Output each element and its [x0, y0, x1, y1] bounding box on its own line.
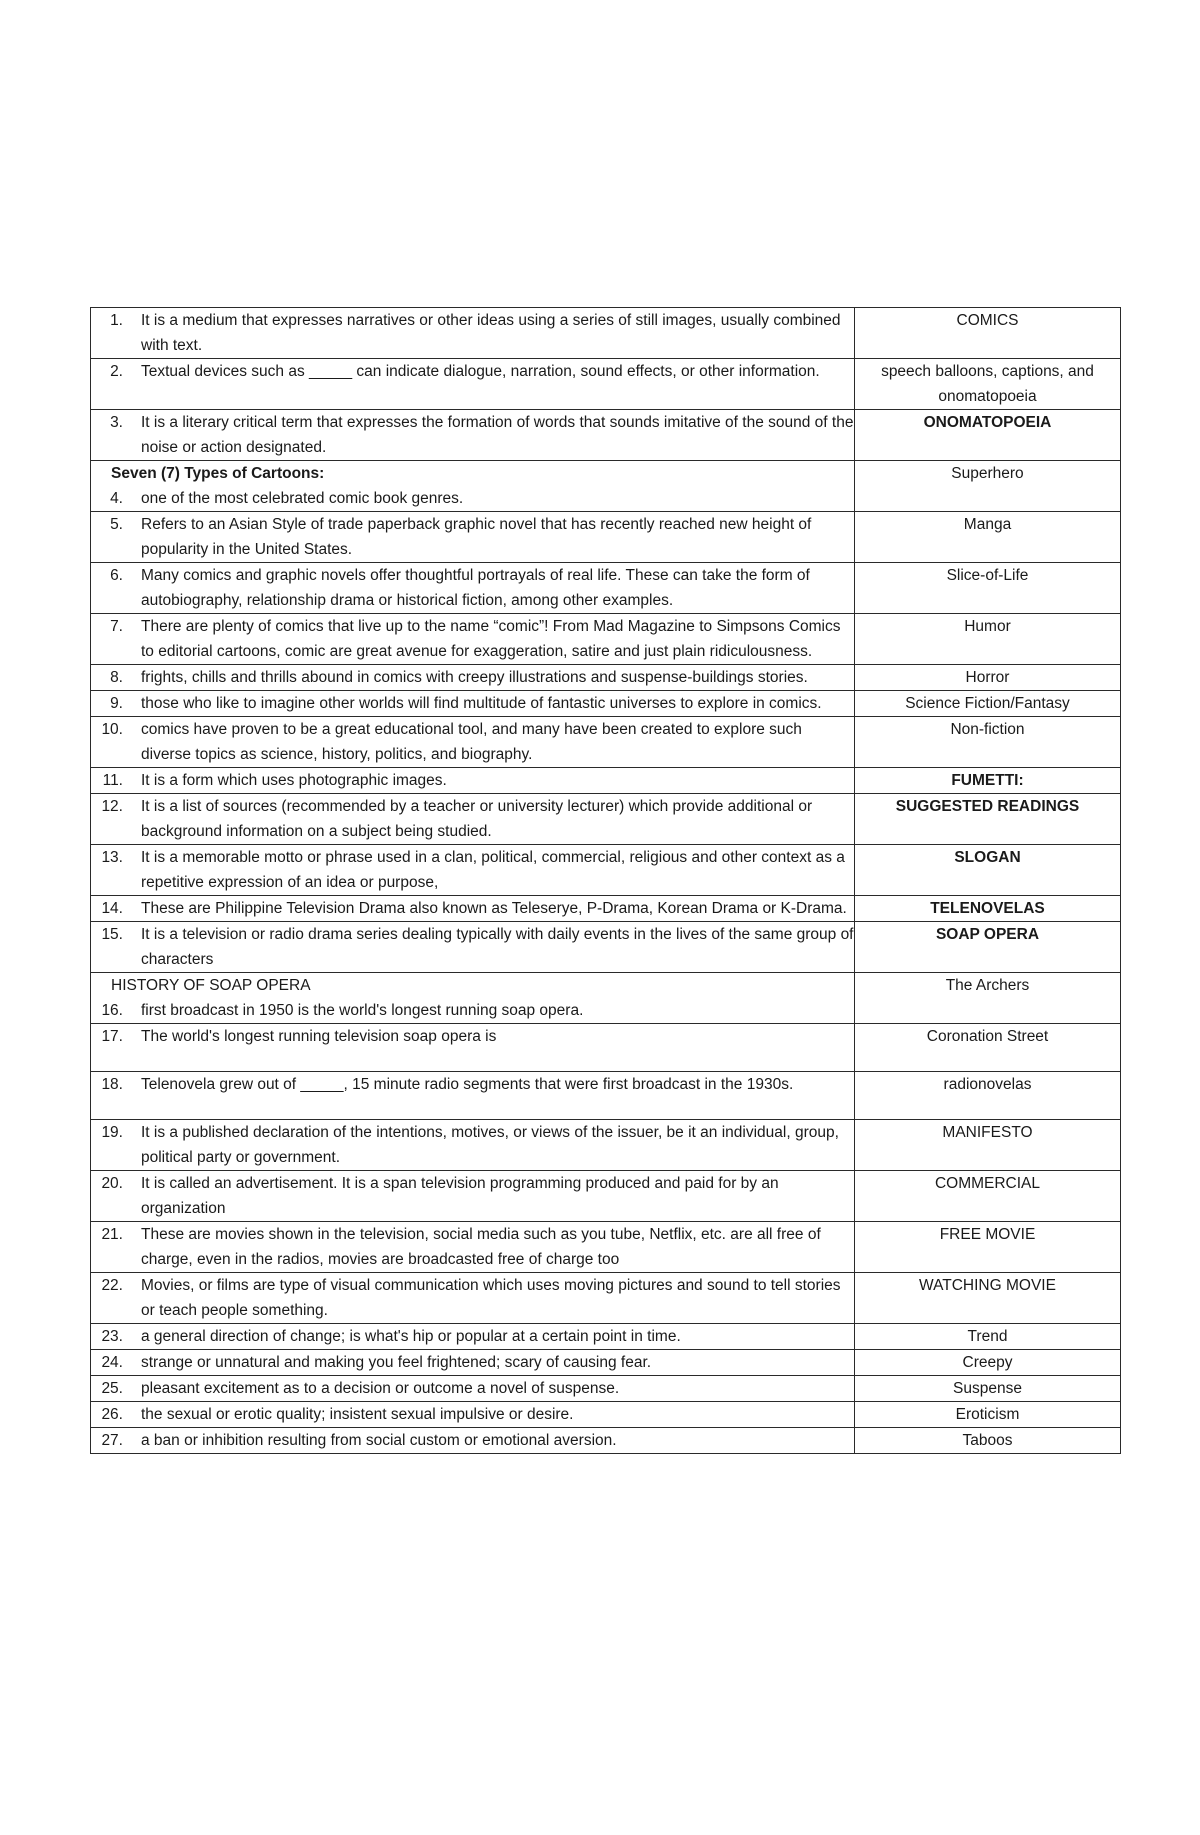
- table-row: [91, 1324, 1121, 1350]
- answer-text: MANIFESTO: [942, 1124, 1033, 1141]
- question-cell: [91, 691, 855, 717]
- question-line: [91, 1222, 854, 1272]
- table-row: [91, 1273, 1121, 1324]
- table-row: [91, 461, 1121, 512]
- answer-cell: [855, 1222, 1121, 1273]
- question-line: [91, 922, 854, 972]
- answer-cell: [855, 973, 1121, 1024]
- worksheet-page: [90, 307, 1120, 1454]
- question-text: frights, chills and thrills abound in comics with creepy illustrations and suspense-buildings stories.: [141, 669, 808, 686]
- question-number: 7.: [110, 618, 123, 635]
- answer-text: FREE MOVIE: [939, 1226, 1036, 1243]
- question-text: It is a memorable motto or phrase used in a clan, political, commercial, religious and other context as a repetitive expression of an idea or purpose,: [141, 849, 845, 891]
- question-text: Movies, or films are type of visual communication which uses moving pictures and sound to tell stories or teach people something.: [141, 1277, 841, 1319]
- question-cell: [91, 896, 855, 922]
- table-row: [91, 308, 1121, 359]
- answer-text: Horror: [965, 669, 1010, 686]
- answer-cell: [855, 691, 1121, 717]
- question-line: [91, 1273, 854, 1323]
- question-line: [91, 512, 854, 562]
- table-row: [91, 1376, 1121, 1402]
- question-line: [91, 359, 854, 384]
- question-text: It is a medium that expresses narratives or other ideas using a series of still images, usually combined with text.: [141, 312, 841, 354]
- answer-text: Suspense: [953, 1380, 1022, 1397]
- question-cell: [91, 614, 855, 665]
- question-line: [91, 1376, 854, 1401]
- question-cell: [91, 922, 855, 973]
- question-text: It is a literary critical term that expresses the formation of words that sounds imitative of the sound of the noise or action designated.: [141, 414, 854, 456]
- question-text: It is a published declaration of the intentions, motives, or views of the issuer, be it an individual, group, political party or government.: [141, 1124, 839, 1166]
- question-line: [91, 998, 854, 1023]
- answer-cell: [855, 1024, 1121, 1072]
- answer-cell: [855, 717, 1121, 768]
- question-text: first broadcast in 1950 is the world's longest running soap opera.: [141, 1002, 584, 1019]
- table-row: [91, 1171, 1121, 1222]
- question-cell: [91, 1072, 855, 1120]
- answer-cell: [855, 614, 1121, 665]
- question-cell: [91, 794, 855, 845]
- question-line: [91, 845, 854, 895]
- question-cell: [91, 1120, 855, 1171]
- answer-text: Non-fiction: [950, 721, 1025, 738]
- answer-text: SOAP OPERA: [935, 926, 1040, 943]
- answer-text: COMMERCIAL: [934, 1175, 1041, 1192]
- question-number: 20.: [101, 1175, 123, 1192]
- question-text: the sexual or erotic quality; insistent sexual impulsive or desire.: [141, 1406, 574, 1423]
- answer-text: Coronation Street: [926, 1028, 1049, 1045]
- table-row: [91, 1222, 1121, 1273]
- table-row: [91, 359, 1121, 410]
- question-number: 13.: [101, 849, 123, 866]
- table-row: [91, 1402, 1121, 1428]
- question-line: [91, 1428, 854, 1453]
- section-heading: Seven (7) Types of Cartoons:: [111, 465, 325, 482]
- question-text: It is a television or radio drama series dealing typically with daily events in the lives of the same group of characters: [141, 926, 854, 968]
- answer-text: radionovelas: [943, 1076, 1032, 1093]
- question-cell: [91, 1273, 855, 1324]
- question-cell: [91, 461, 855, 512]
- question-line: [91, 794, 854, 844]
- answer-cell: [855, 1402, 1121, 1428]
- table-row: [91, 1024, 1121, 1072]
- answer-cell: [855, 1120, 1121, 1171]
- question-line: [91, 691, 854, 716]
- answer-cell: [855, 1428, 1121, 1454]
- table-row: [91, 1120, 1121, 1171]
- question-number: 25.: [101, 1380, 123, 1397]
- question-cell: [91, 717, 855, 768]
- question-number: 4.: [110, 490, 123, 507]
- question-cell: [91, 973, 855, 1024]
- question-line: [91, 717, 854, 767]
- table-row: [91, 768, 1121, 794]
- question-line: [91, 768, 854, 793]
- question-number: 14.: [101, 900, 123, 917]
- table-row: [91, 665, 1121, 691]
- question-text: There are plenty of comics that live up to the name “comic”! From Mad Magazine to Simpsons Comics to editorial cartoons, comic are great avenue for exaggeration, satire and just plain ridiculousness.: [141, 618, 841, 660]
- question-cell: [91, 359, 855, 410]
- table-row: [91, 845, 1121, 896]
- answer-text: Trend: [967, 1328, 1008, 1345]
- question-cell: [91, 665, 855, 691]
- table-row: [91, 1428, 1121, 1454]
- question-text: those who like to imagine other worlds will find multitude of fantastic universes to explore in comics.: [141, 695, 822, 712]
- answer-text: Manga: [963, 516, 1012, 533]
- question-number: 22.: [101, 1277, 123, 1294]
- table-row: [91, 922, 1121, 973]
- answer-text: Creepy: [962, 1354, 1013, 1371]
- answer-text: COMICS: [956, 312, 1019, 329]
- answer-text: Humor: [964, 618, 1011, 635]
- answer-cell: [855, 665, 1121, 691]
- answer-cell: [855, 845, 1121, 896]
- question-number: 18.: [101, 1076, 123, 1093]
- answer-text: Slice-of-Life: [946, 567, 1029, 584]
- question-text: pleasant excitement as to a decision or outcome a novel of suspense.: [141, 1380, 620, 1397]
- answer-cell: [855, 1376, 1121, 1402]
- question-line: [91, 486, 854, 511]
- question-line: [91, 1171, 854, 1221]
- question-cell: [91, 768, 855, 794]
- answer-cell: [855, 794, 1121, 845]
- question-line: [91, 1072, 854, 1097]
- table-row: [91, 614, 1121, 665]
- answer-text: SLOGAN: [954, 849, 1021, 866]
- question-cell: [91, 308, 855, 359]
- question-number: 10.: [101, 721, 123, 738]
- answer-cell: [855, 410, 1121, 461]
- question-text: The world's longest running television soap opera is: [141, 1028, 497, 1045]
- question-number: 15.: [101, 926, 123, 943]
- answer-cell: [855, 563, 1121, 614]
- answer-text: Taboos: [962, 1432, 1013, 1449]
- answer-cell: [855, 359, 1121, 410]
- table-row: [91, 512, 1121, 563]
- question-cell: [91, 845, 855, 896]
- answer-text: WATCHING MOVIE: [919, 1277, 1056, 1294]
- question-text: It is called an advertisement. It is a span television programming produced and paid for by an organization: [141, 1175, 779, 1217]
- question-text: It is a form which uses photographic images.: [141, 772, 447, 789]
- question-number: 5.: [110, 516, 123, 533]
- question-text: a ban or inhibition resulting from social custom or emotional aversion.: [141, 1432, 617, 1449]
- question-line: [91, 1120, 854, 1170]
- question-number: 26.: [101, 1406, 123, 1423]
- question-text: Textual devices such as _____ can indicate dialogue, narration, sound effects, or other information.: [141, 363, 820, 380]
- question-text: It is a list of sources (recommended by a teacher or university lecturer) which provide additional or background information on a subject being studied.: [141, 798, 813, 840]
- answer-cell: [855, 1324, 1121, 1350]
- answer-cell: [855, 768, 1121, 794]
- question-number: 3.: [110, 414, 123, 431]
- answer-cell: [855, 308, 1121, 359]
- question-number: 8.: [110, 669, 123, 686]
- question-text: These are movies shown in the television, social media such as you tube, Netflix, etc. are all free of charge, even in the radios, movies are broadcasted free of charge too: [141, 1226, 821, 1268]
- question-number: 21.: [101, 1226, 123, 1243]
- question-cell: [91, 1402, 855, 1428]
- question-text: one of the most celebrated comic book genres.: [141, 490, 464, 507]
- table-row: [91, 563, 1121, 614]
- question-line: [91, 1324, 854, 1349]
- answer-cell: [855, 1273, 1121, 1324]
- question-text: a general direction of change; is what's hip or popular at a certain point in time.: [141, 1328, 681, 1345]
- question-number: 19.: [101, 1124, 123, 1141]
- answer-cell: [855, 922, 1121, 973]
- question-line: [91, 410, 854, 460]
- question-number: 11.: [102, 772, 123, 789]
- section-heading: HISTORY OF SOAP OPERA: [111, 977, 311, 994]
- answer-text: Science Fiction/Fantasy: [905, 695, 1070, 712]
- question-line: [91, 614, 854, 664]
- answer-text: FUMETTI:: [951, 772, 1024, 789]
- question-number: 6.: [110, 567, 123, 584]
- answer-cell: [855, 896, 1121, 922]
- question-number: 17.: [101, 1028, 123, 1045]
- question-cell: [91, 1428, 855, 1454]
- question-text: Many comics and graphic novels offer thoughtful portrayals of real life. These can take the form of autobiography, relationship drama or historical fiction, among other examples.: [141, 567, 810, 609]
- question-text: strange or unnatural and making you feel frightened; scary of causing fear.: [141, 1354, 652, 1371]
- table-row: [91, 717, 1121, 768]
- question-line: [91, 896, 854, 921]
- table-row: [91, 1350, 1121, 1376]
- question-line: [91, 1402, 854, 1427]
- question-line: [91, 665, 854, 690]
- answer-cell: [855, 512, 1121, 563]
- question-line: [91, 563, 854, 613]
- question-number: 12.: [101, 798, 123, 815]
- answer-text: TELENOVELAS: [930, 900, 1045, 917]
- question-cell: [91, 1171, 855, 1222]
- question-cell: [91, 1350, 855, 1376]
- table-row: [91, 410, 1121, 461]
- answer-text: The Archers: [945, 977, 1030, 994]
- table-body: [91, 308, 1121, 1454]
- question-text: Refers to an Asian Style of trade paperback graphic novel that has recently reached new height of popularity in the United States.: [141, 516, 812, 558]
- question-text: These are Philippine Television Drama also known as Teleserye, P-Drama, Korean Drama or K-Drama.: [141, 900, 847, 917]
- question-number: 24.: [101, 1354, 123, 1371]
- question-number: 23.: [101, 1328, 123, 1345]
- question-answer-table: [90, 307, 1121, 1454]
- answer-text: speech balloons, captions, and onomatopoeia: [881, 363, 1094, 405]
- table-row: [91, 794, 1121, 845]
- answer-text: ONOMATOPOEIA: [923, 414, 1052, 431]
- question-cell: [91, 1024, 855, 1072]
- question-line: [91, 1024, 854, 1049]
- question-cell: [91, 512, 855, 563]
- answer-cell: [855, 1171, 1121, 1222]
- answer-cell: [855, 461, 1121, 512]
- question-cell: [91, 410, 855, 461]
- table-row: [91, 691, 1121, 717]
- question-cell: [91, 563, 855, 614]
- answer-text: Superhero: [951, 465, 1024, 482]
- answer-cell: [855, 1072, 1121, 1120]
- question-cell: [91, 1222, 855, 1273]
- question-line: [91, 308, 854, 358]
- table-row: [91, 1072, 1121, 1120]
- question-number: 2.: [110, 363, 123, 380]
- question-number: 16.: [101, 1002, 123, 1019]
- table-row: [91, 896, 1121, 922]
- table-row: [91, 973, 1121, 1024]
- answer-cell: [855, 1350, 1121, 1376]
- question-text: Telenovela grew out of _____, 15 minute radio segments that were first broadcast in the 1930s.: [141, 1076, 794, 1093]
- question-number: 1.: [110, 312, 123, 329]
- question-number: 9.: [110, 695, 123, 712]
- answer-text: Eroticism: [955, 1406, 1020, 1423]
- question-number: 27.: [101, 1432, 123, 1449]
- question-line: [91, 1350, 854, 1375]
- question-cell: [91, 1324, 855, 1350]
- answer-text: SUGGESTED READINGS: [895, 798, 1080, 815]
- question-text: comics have proven to be a great educational tool, and many have been created to explore such diverse topics as science, history, politics, and biography.: [141, 721, 802, 763]
- question-cell: [91, 1376, 855, 1402]
